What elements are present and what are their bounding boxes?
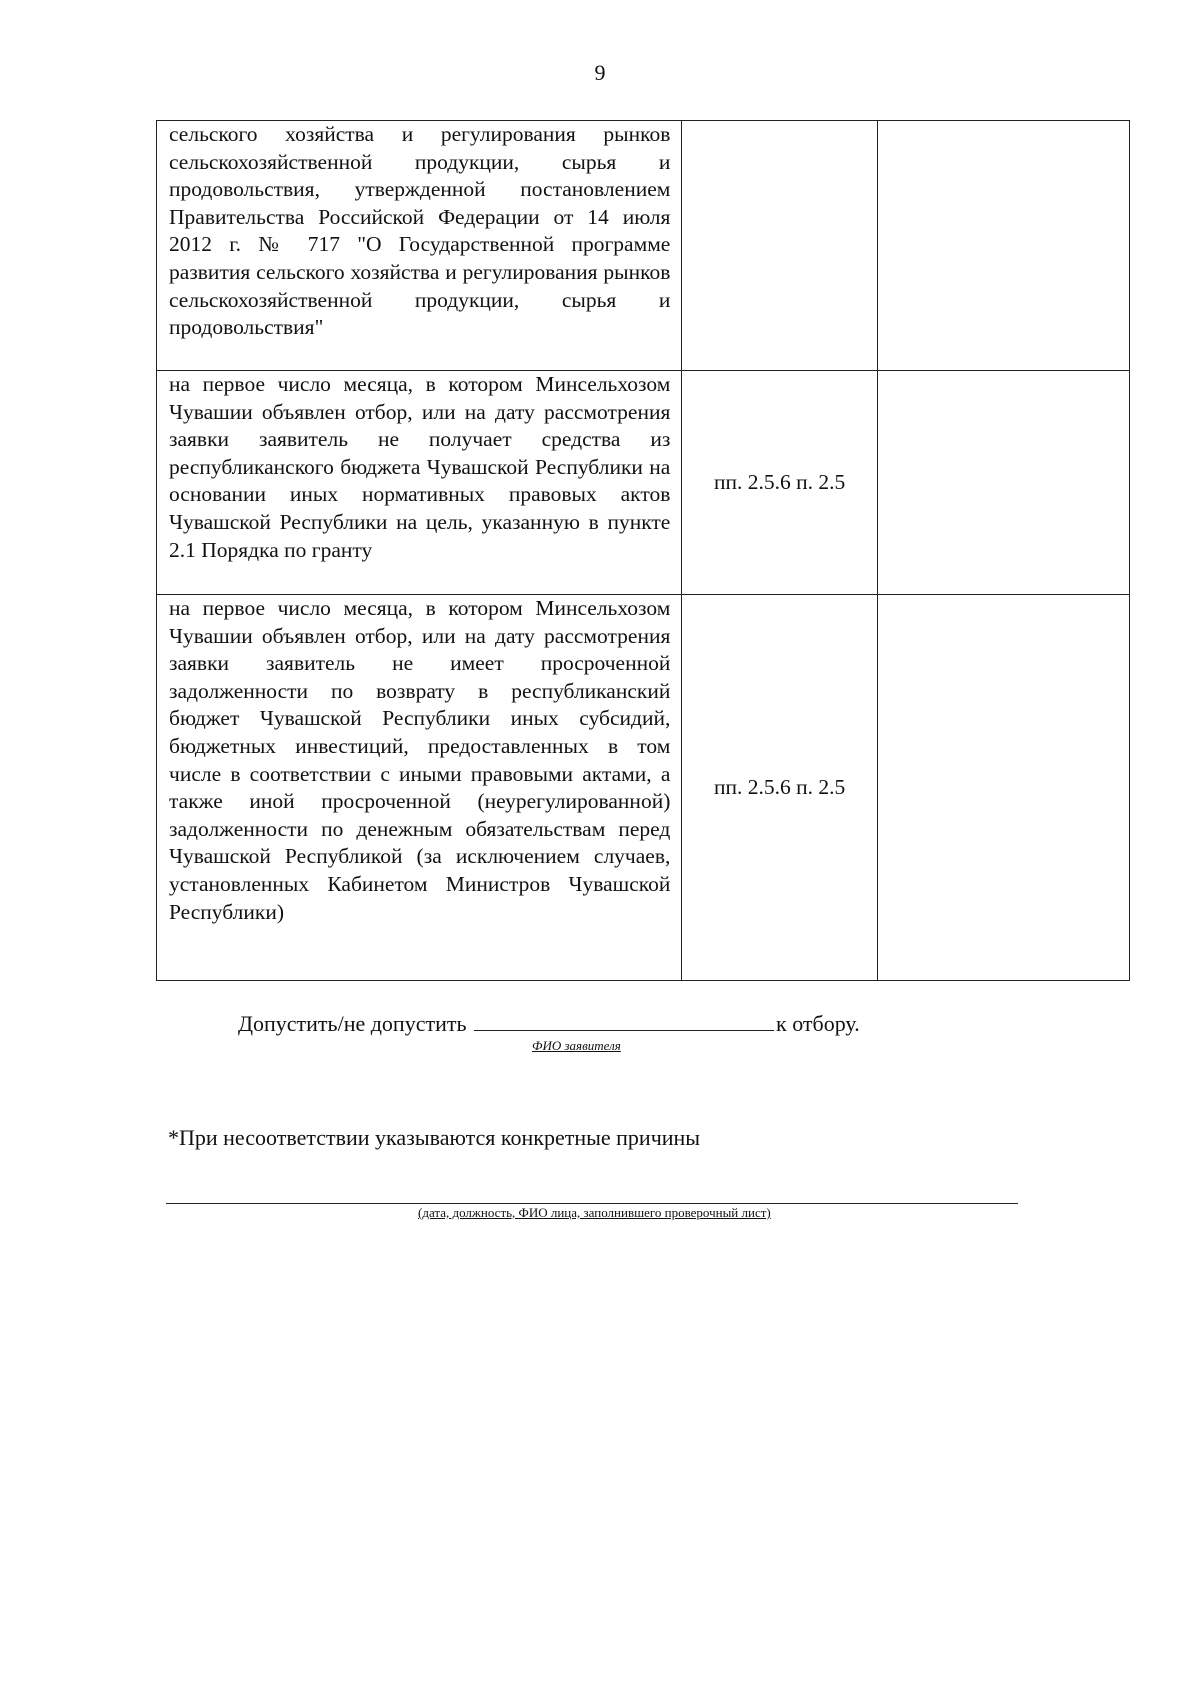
criterion-cell <box>157 121 682 371</box>
admission-line <box>238 1010 860 1037</box>
applicant-name-caption: ФИО заявителя <box>532 1038 621 1053</box>
criterion-text: на первое число месяца, в котором Минсельхозом Чувашии объявлен отбор, или на дату рассмотрения заявки заявитель не имеет просроченной задолженности по возврату в республиканский бюджет Чувашской Республики иных субсидий, бюджетных инвестиций, предоставленных в том числе в соответствии с иными правовыми актами, а также иной просроченной (неурегулированной) задолженности по денежным обязательствам перед Чувашской Республикой (за исключением случаев, установленных Кабинетом Министров Чувашской Республики) <box>169 596 671 924</box>
applicant-name-field[interactable] <box>474 1010 774 1031</box>
mark-cell <box>877 595 1129 981</box>
mark-cell <box>877 371 1129 595</box>
reference-cell <box>682 121 878 371</box>
reference-cell: пп. 2.5.6 п. 2.5 <box>682 595 878 981</box>
criterion-text: на первое число месяца, в котором Минсельхозом Чувашии объявлен отбор, или на дату рассмотрения заявки заявитель не получает средства из республиканского бюджета Чувашской Республики на основании иных нормативных правовых актов Чувашской Республики на цель, указанную в пункте 2.1 Порядка по гранту <box>169 372 671 562</box>
criterion-cell <box>157 371 682 595</box>
checklist-table <box>156 120 1130 981</box>
criterion-cell <box>157 595 682 981</box>
criterion-text: сельского хозяйства и регулирования рынков сельскохозяйственной продукции, сырья и продовольствия, утвержденной постановлением Правительства Российской Федерации от 14 июля 2012 г. № 717 "О Государственной программе развития сельского хозяйства и регулирования рынков сельскохозяйственной продукции, сырья и продовольствия" <box>169 122 671 340</box>
page-number: 9 <box>594 60 606 85</box>
admission-prefix: Допустить/не допустить <box>238 1011 467 1036</box>
table-row <box>157 371 1130 595</box>
table-row <box>157 595 1130 981</box>
mark-cell <box>877 121 1129 371</box>
signature-caption: (дата, должность, ФИО лица, заполнившего проверочный лист) <box>418 1205 771 1220</box>
footnote: *При несоответствии указываются конкретные причины <box>168 1125 701 1150</box>
reference-cell: пп. 2.5.6 п. 2.5 <box>682 371 878 595</box>
signature-line[interactable] <box>166 1203 1018 1204</box>
admission-suffix: к отбору. <box>776 1011 860 1036</box>
table-row <box>157 121 1130 371</box>
